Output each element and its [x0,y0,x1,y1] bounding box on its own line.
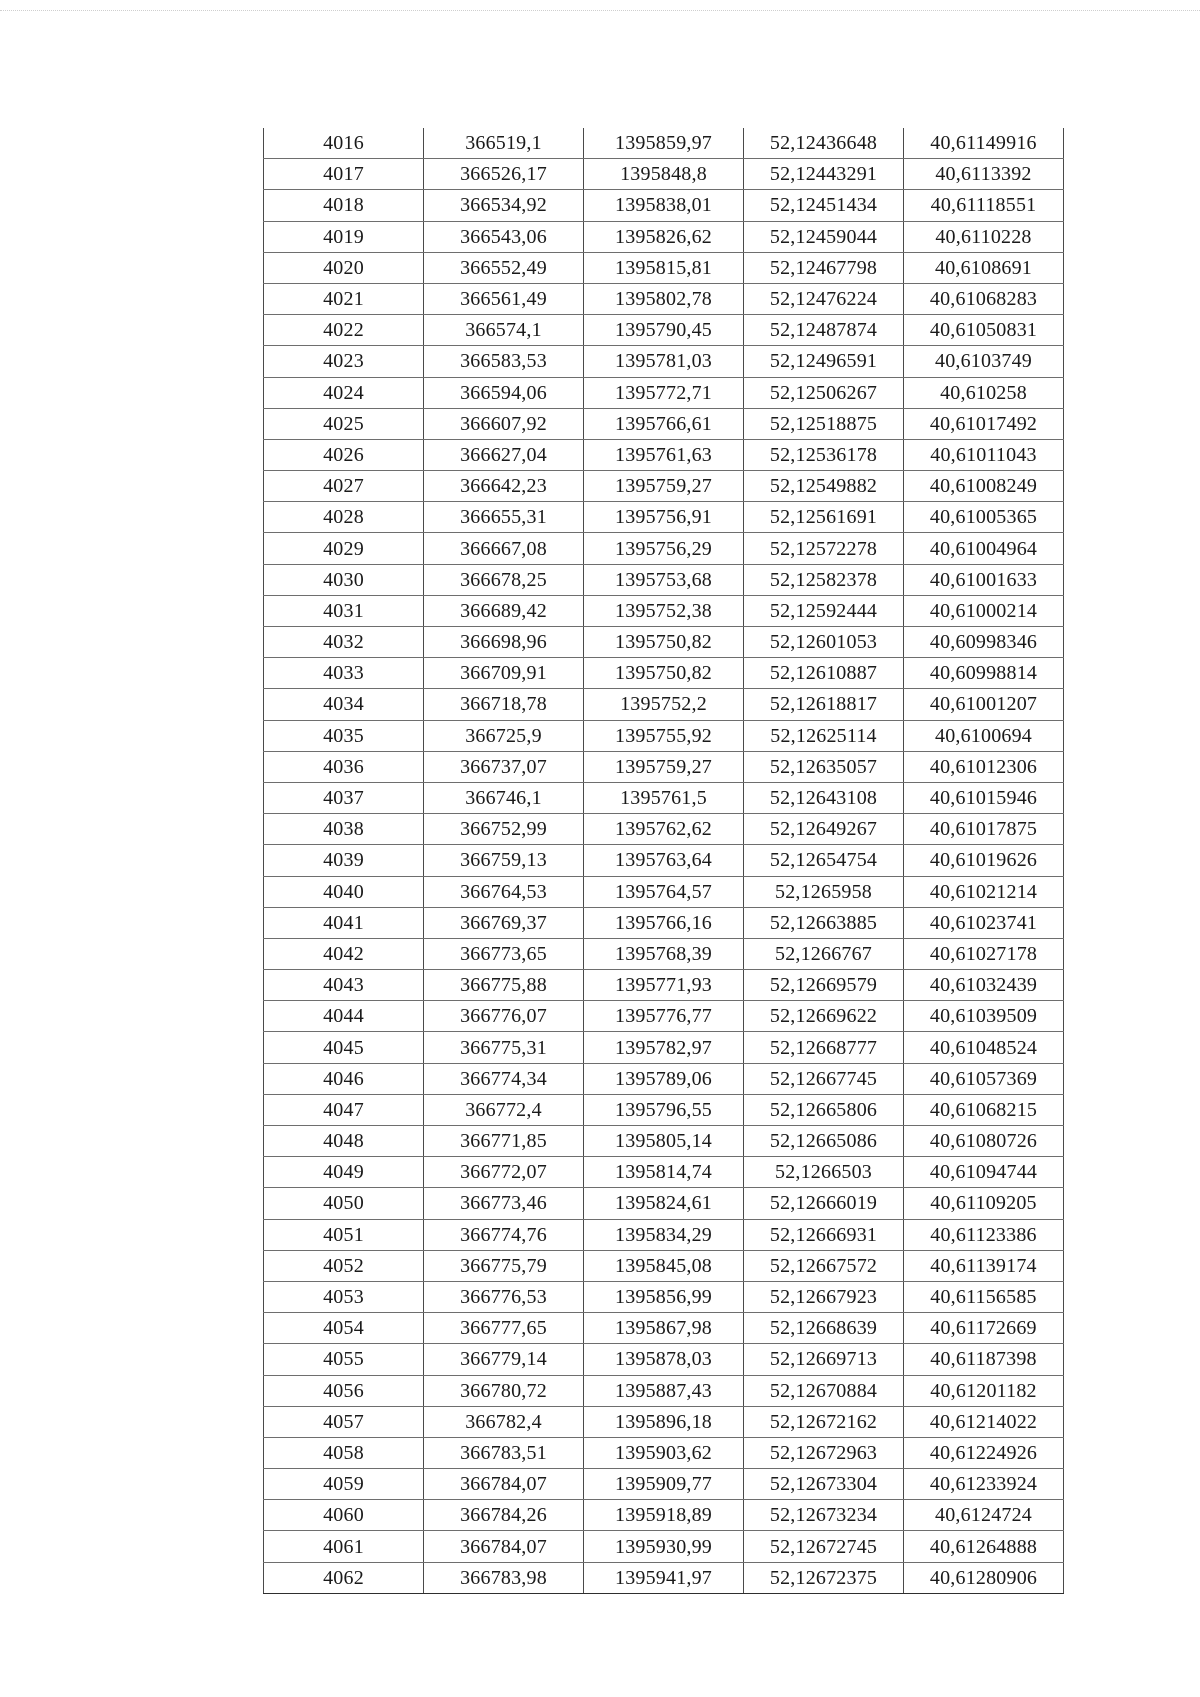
latitude-cell: 52,1266767 [744,938,904,969]
table-row [264,1063,1064,1094]
latitude-cell: 52,12436648 [744,128,904,159]
point-number-cell: 4059 [264,1469,424,1500]
table-row [264,1219,1064,1250]
point-number-cell: 4057 [264,1406,424,1437]
table-row [264,502,1064,533]
longitude-cell: 40,61109205 [904,1188,1064,1219]
x-coordinate-cell: 366526,17 [424,159,584,190]
point-number-cell: 4033 [264,658,424,689]
table-row [264,128,1064,159]
x-coordinate-cell: 366784,07 [424,1531,584,1562]
latitude-cell: 52,12549882 [744,471,904,502]
table-row [264,1437,1064,1468]
x-coordinate-cell: 366574,1 [424,315,584,346]
x-coordinate-cell: 366783,98 [424,1562,584,1593]
latitude-cell: 52,12487874 [744,315,904,346]
x-coordinate-cell: 366594,06 [424,377,584,408]
point-number-cell: 4047 [264,1094,424,1125]
table-row [264,938,1064,969]
x-coordinate-cell: 366775,79 [424,1250,584,1281]
table-row [264,970,1064,1001]
longitude-cell: 40,61001633 [904,564,1064,595]
table-row [264,1469,1064,1500]
latitude-cell: 52,12496591 [744,346,904,377]
longitude-cell: 40,61011043 [904,439,1064,470]
longitude-cell: 40,61094744 [904,1157,1064,1188]
longitude-cell: 40,61172669 [904,1313,1064,1344]
y-coordinate-cell: 1395859,97 [584,128,744,159]
point-number-cell: 4046 [264,1063,424,1094]
point-number-cell: 4027 [264,471,424,502]
y-coordinate-cell: 1395887,43 [584,1375,744,1406]
x-coordinate-cell: 366689,42 [424,595,584,626]
point-number-cell: 4041 [264,907,424,938]
x-coordinate-cell: 366784,07 [424,1469,584,1500]
latitude-cell: 52,12635057 [744,751,904,782]
longitude-cell: 40,610258 [904,377,1064,408]
x-coordinate-cell: 366698,96 [424,627,584,658]
latitude-cell: 52,1265958 [744,876,904,907]
y-coordinate-cell: 1395752,38 [584,595,744,626]
x-coordinate-cell: 366779,14 [424,1344,584,1375]
point-number-cell: 4052 [264,1250,424,1281]
y-coordinate-cell: 1395761,63 [584,439,744,470]
point-number-cell: 4026 [264,439,424,470]
latitude-cell: 52,12443291 [744,159,904,190]
longitude-cell: 40,61224926 [904,1437,1064,1468]
table-row [264,1562,1064,1593]
y-coordinate-cell: 1395756,91 [584,502,744,533]
y-coordinate-cell: 1395856,99 [584,1281,744,1312]
table-row [264,782,1064,813]
latitude-cell: 52,12506267 [744,377,904,408]
table-row [264,751,1064,782]
latitude-cell: 52,12618817 [744,689,904,720]
latitude-cell: 52,12672162 [744,1406,904,1437]
coordinates-table-container [263,128,1063,1594]
longitude-cell: 40,61080726 [904,1126,1064,1157]
longitude-cell: 40,61068215 [904,1094,1064,1125]
point-number-cell: 4054 [264,1313,424,1344]
point-number-cell: 4016 [264,128,424,159]
point-number-cell: 4055 [264,1344,424,1375]
table-row [264,533,1064,564]
latitude-cell: 52,12672745 [744,1531,904,1562]
x-coordinate-cell: 366642,23 [424,471,584,502]
longitude-cell: 40,61280906 [904,1562,1064,1593]
y-coordinate-cell: 1395763,64 [584,845,744,876]
table-row [264,1531,1064,1562]
y-coordinate-cell: 1395772,71 [584,377,744,408]
point-number-cell: 4031 [264,595,424,626]
latitude-cell: 52,12672375 [744,1562,904,1593]
x-coordinate-cell: 366777,65 [424,1313,584,1344]
y-coordinate-cell: 1395759,27 [584,471,744,502]
latitude-cell: 52,12669579 [744,970,904,1001]
latitude-cell: 52,12536178 [744,439,904,470]
y-coordinate-cell: 1395918,89 [584,1500,744,1531]
longitude-cell: 40,6124724 [904,1500,1064,1531]
point-number-cell: 4053 [264,1281,424,1312]
y-coordinate-cell: 1395878,03 [584,1344,744,1375]
point-number-cell: 4024 [264,377,424,408]
x-coordinate-cell: 366775,88 [424,970,584,1001]
scan-edge-line [0,10,1200,11]
longitude-cell: 40,61015946 [904,782,1064,813]
latitude-cell: 52,12467798 [744,252,904,283]
point-number-cell: 4021 [264,283,424,314]
table-row [264,221,1064,252]
x-coordinate-cell: 366771,85 [424,1126,584,1157]
longitude-cell: 40,6100694 [904,720,1064,751]
point-number-cell: 4060 [264,1500,424,1531]
point-number-cell: 4051 [264,1219,424,1250]
table-row [264,907,1064,938]
point-number-cell: 4020 [264,252,424,283]
point-number-cell: 4061 [264,1531,424,1562]
longitude-cell: 40,61057369 [904,1063,1064,1094]
point-number-cell: 4019 [264,221,424,252]
table-row [264,1250,1064,1281]
point-number-cell: 4035 [264,720,424,751]
longitude-cell: 40,61000214 [904,595,1064,626]
point-number-cell: 4025 [264,408,424,439]
latitude-cell: 52,12625114 [744,720,904,751]
point-number-cell: 4034 [264,689,424,720]
x-coordinate-cell: 366773,65 [424,938,584,969]
point-number-cell: 4058 [264,1437,424,1468]
longitude-cell: 40,61012306 [904,751,1064,782]
y-coordinate-cell: 1395834,29 [584,1219,744,1250]
point-number-cell: 4049 [264,1157,424,1188]
latitude-cell: 52,12670884 [744,1375,904,1406]
y-coordinate-cell: 1395766,16 [584,907,744,938]
y-coordinate-cell: 1395750,82 [584,658,744,689]
y-coordinate-cell: 1395845,08 [584,1250,744,1281]
point-number-cell: 4050 [264,1188,424,1219]
x-coordinate-cell: 366780,72 [424,1375,584,1406]
point-number-cell: 4028 [264,502,424,533]
table-row [264,1126,1064,1157]
longitude-cell: 40,61233924 [904,1469,1064,1500]
y-coordinate-cell: 1395814,74 [584,1157,744,1188]
y-coordinate-cell: 1395756,29 [584,533,744,564]
y-coordinate-cell: 1395755,92 [584,720,744,751]
y-coordinate-cell: 1395761,5 [584,782,744,813]
latitude-cell: 52,12668777 [744,1032,904,1063]
longitude-cell: 40,61118551 [904,190,1064,221]
longitude-cell: 40,61021214 [904,876,1064,907]
table-row [264,1032,1064,1063]
longitude-cell: 40,61156585 [904,1281,1064,1312]
table-row [264,1500,1064,1531]
y-coordinate-cell: 1395848,8 [584,159,744,190]
table-row [264,408,1064,439]
x-coordinate-cell: 366552,49 [424,252,584,283]
table-row [264,377,1064,408]
y-coordinate-cell: 1395941,97 [584,1562,744,1593]
y-coordinate-cell: 1395802,78 [584,283,744,314]
x-coordinate-cell: 366783,51 [424,1437,584,1468]
y-coordinate-cell: 1395815,81 [584,252,744,283]
longitude-cell: 40,61004964 [904,533,1064,564]
x-coordinate-cell: 366764,53 [424,876,584,907]
latitude-cell: 52,12518875 [744,408,904,439]
table-row [264,1281,1064,1312]
y-coordinate-cell: 1395753,68 [584,564,744,595]
longitude-cell: 40,61264888 [904,1531,1064,1562]
x-coordinate-cell: 366773,46 [424,1188,584,1219]
latitude-cell: 52,12643108 [744,782,904,813]
latitude-cell: 52,12667745 [744,1063,904,1094]
latitude-cell: 52,12451434 [744,190,904,221]
longitude-cell: 40,61032439 [904,970,1064,1001]
point-number-cell: 4040 [264,876,424,907]
longitude-cell: 40,6103749 [904,346,1064,377]
longitude-cell: 40,6108691 [904,252,1064,283]
latitude-cell: 52,12667923 [744,1281,904,1312]
x-coordinate-cell: 366772,07 [424,1157,584,1188]
latitude-cell: 52,12601053 [744,627,904,658]
latitude-cell: 52,12669622 [744,1001,904,1032]
y-coordinate-cell: 1395762,62 [584,814,744,845]
latitude-cell: 52,12668639 [744,1313,904,1344]
coordinates-table [263,128,1064,1594]
longitude-cell: 40,61139174 [904,1250,1064,1281]
y-coordinate-cell: 1395766,61 [584,408,744,439]
latitude-cell: 52,12669713 [744,1344,904,1375]
point-number-cell: 4022 [264,315,424,346]
y-coordinate-cell: 1395930,99 [584,1531,744,1562]
table-row [264,689,1064,720]
point-number-cell: 4030 [264,564,424,595]
latitude-cell: 52,12673304 [744,1469,904,1500]
x-coordinate-cell: 366718,78 [424,689,584,720]
x-coordinate-cell: 366752,99 [424,814,584,845]
point-number-cell: 4042 [264,938,424,969]
longitude-cell: 40,61214022 [904,1406,1064,1437]
table-row [264,1375,1064,1406]
point-number-cell: 4056 [264,1375,424,1406]
table-row [264,1001,1064,1032]
table-row [264,471,1064,502]
point-number-cell: 4017 [264,159,424,190]
x-coordinate-cell: 366776,07 [424,1001,584,1032]
longitude-cell: 40,6110228 [904,221,1064,252]
latitude-cell: 52,12476224 [744,283,904,314]
latitude-cell: 52,12592444 [744,595,904,626]
longitude-cell: 40,61048524 [904,1032,1064,1063]
point-number-cell: 4036 [264,751,424,782]
latitude-cell: 52,12561691 [744,502,904,533]
y-coordinate-cell: 1395805,14 [584,1126,744,1157]
latitude-cell: 52,12459044 [744,221,904,252]
table-row [264,252,1064,283]
y-coordinate-cell: 1395768,39 [584,938,744,969]
x-coordinate-cell: 366772,4 [424,1094,584,1125]
table-row [264,346,1064,377]
latitude-cell: 52,12673234 [744,1500,904,1531]
table-row [264,627,1064,658]
point-number-cell: 4018 [264,190,424,221]
point-number-cell: 4062 [264,1562,424,1593]
point-number-cell: 4048 [264,1126,424,1157]
latitude-cell: 52,12654754 [744,845,904,876]
x-coordinate-cell: 366746,1 [424,782,584,813]
table-row [264,1188,1064,1219]
y-coordinate-cell: 1395796,55 [584,1094,744,1125]
y-coordinate-cell: 1395867,98 [584,1313,744,1344]
longitude-cell: 40,60998346 [904,627,1064,658]
point-number-cell: 4037 [264,782,424,813]
y-coordinate-cell: 1395776,77 [584,1001,744,1032]
longitude-cell: 40,61027178 [904,938,1064,969]
x-coordinate-cell: 366627,04 [424,439,584,470]
x-coordinate-cell: 366709,91 [424,658,584,689]
x-coordinate-cell: 366782,4 [424,1406,584,1437]
x-coordinate-cell: 366775,31 [424,1032,584,1063]
x-coordinate-cell: 366534,92 [424,190,584,221]
table-row [264,1406,1064,1437]
point-number-cell: 4043 [264,970,424,1001]
table-row [264,1344,1064,1375]
longitude-cell: 40,61017875 [904,814,1064,845]
x-coordinate-cell: 366769,37 [424,907,584,938]
y-coordinate-cell: 1395759,27 [584,751,744,782]
latitude-cell: 52,12665086 [744,1126,904,1157]
longitude-cell: 40,61187398 [904,1344,1064,1375]
x-coordinate-cell: 366776,53 [424,1281,584,1312]
x-coordinate-cell: 366759,13 [424,845,584,876]
longitude-cell: 40,61008249 [904,471,1064,502]
point-number-cell: 4023 [264,346,424,377]
y-coordinate-cell: 1395782,97 [584,1032,744,1063]
y-coordinate-cell: 1395790,45 [584,315,744,346]
table-row [264,564,1064,595]
table-row [264,283,1064,314]
latitude-cell: 52,12666019 [744,1188,904,1219]
x-coordinate-cell: 366667,08 [424,533,584,564]
table-row [264,159,1064,190]
table-row [264,1094,1064,1125]
table-row [264,190,1064,221]
point-number-cell: 4029 [264,533,424,564]
y-coordinate-cell: 1395896,18 [584,1406,744,1437]
table-row [264,720,1064,751]
latitude-cell: 52,12649267 [744,814,904,845]
table-row [264,1313,1064,1344]
longitude-cell: 40,61123386 [904,1219,1064,1250]
x-coordinate-cell: 366725,9 [424,720,584,751]
longitude-cell: 40,61068283 [904,283,1064,314]
longitude-cell: 40,61001207 [904,689,1064,720]
latitude-cell: 52,1266503 [744,1157,904,1188]
longitude-cell: 40,6113392 [904,159,1064,190]
table-row [264,439,1064,470]
latitude-cell: 52,12666931 [744,1219,904,1250]
x-coordinate-cell: 366655,31 [424,502,584,533]
coordinates-table-body [264,128,1064,1593]
longitude-cell: 40,61017492 [904,408,1064,439]
x-coordinate-cell: 366784,26 [424,1500,584,1531]
longitude-cell: 40,61005365 [904,502,1064,533]
x-coordinate-cell: 366737,07 [424,751,584,782]
x-coordinate-cell: 366543,06 [424,221,584,252]
point-number-cell: 4032 [264,627,424,658]
longitude-cell: 40,61149916 [904,128,1064,159]
table-row [264,845,1064,876]
x-coordinate-cell: 366583,53 [424,346,584,377]
point-number-cell: 4039 [264,845,424,876]
longitude-cell: 40,61201182 [904,1375,1064,1406]
point-number-cell: 4038 [264,814,424,845]
y-coordinate-cell: 1395903,62 [584,1437,744,1468]
latitude-cell: 52,12665806 [744,1094,904,1125]
y-coordinate-cell: 1395789,06 [584,1063,744,1094]
longitude-cell: 40,61050831 [904,315,1064,346]
x-coordinate-cell: 366678,25 [424,564,584,595]
latitude-cell: 52,12610887 [744,658,904,689]
longitude-cell: 40,61039509 [904,1001,1064,1032]
table-row [264,1157,1064,1188]
x-coordinate-cell: 366774,34 [424,1063,584,1094]
table-row [264,814,1064,845]
x-coordinate-cell: 366774,76 [424,1219,584,1250]
y-coordinate-cell: 1395826,62 [584,221,744,252]
longitude-cell: 40,61019626 [904,845,1064,876]
y-coordinate-cell: 1395781,03 [584,346,744,377]
point-number-cell: 4045 [264,1032,424,1063]
x-coordinate-cell: 366519,1 [424,128,584,159]
y-coordinate-cell: 1395764,57 [584,876,744,907]
table-row [264,315,1064,346]
table-row [264,876,1064,907]
y-coordinate-cell: 1395752,2 [584,689,744,720]
latitude-cell: 52,12663885 [744,907,904,938]
table-row [264,595,1064,626]
y-coordinate-cell: 1395909,77 [584,1469,744,1500]
latitude-cell: 52,12572278 [744,533,904,564]
point-number-cell: 4044 [264,1001,424,1032]
y-coordinate-cell: 1395771,93 [584,970,744,1001]
y-coordinate-cell: 1395838,01 [584,190,744,221]
x-coordinate-cell: 366607,92 [424,408,584,439]
table-row [264,658,1064,689]
y-coordinate-cell: 1395750,82 [584,627,744,658]
longitude-cell: 40,60998814 [904,658,1064,689]
latitude-cell: 52,12667572 [744,1250,904,1281]
latitude-cell: 52,12582378 [744,564,904,595]
longitude-cell: 40,61023741 [904,907,1064,938]
latitude-cell: 52,12672963 [744,1437,904,1468]
x-coordinate-cell: 366561,49 [424,283,584,314]
y-coordinate-cell: 1395824,61 [584,1188,744,1219]
